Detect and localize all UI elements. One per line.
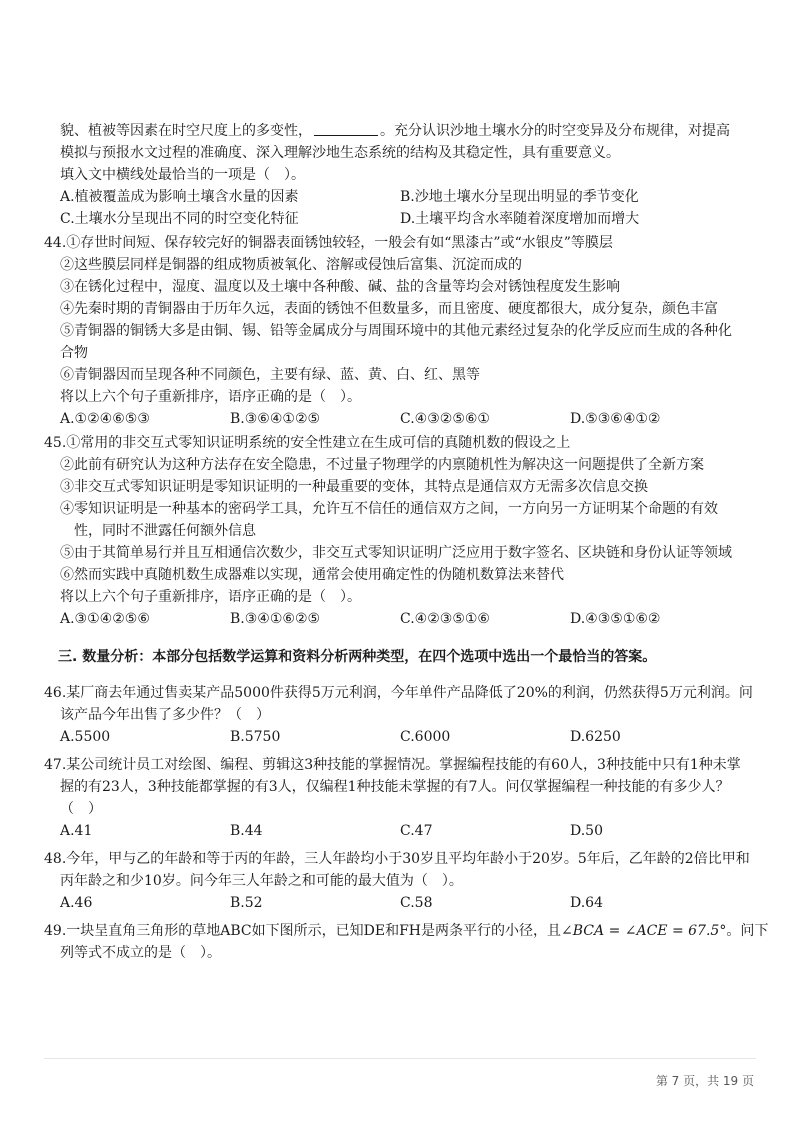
option-a: A.植被覆盖成为影响土壤含水量的因素 (60, 189, 299, 205)
option-d: D.土壤平均含水率随着深度增加而增大 (400, 211, 640, 227)
option-a: A.46 (60, 895, 93, 911)
options-row (60, 608, 750, 630)
question-47 (44, 754, 750, 842)
page-number: 第 7 页，共 19 页 (655, 1074, 754, 1088)
option-a: A.5500 (60, 729, 111, 745)
option-d: D.6250 (570, 729, 621, 745)
option-a: A.41 (60, 823, 93, 839)
question-text (44, 920, 769, 942)
question-number: 49. (44, 923, 67, 939)
question-text (44, 754, 750, 776)
option-c: C.④②③⑤①⑥ (400, 611, 490, 627)
options-row (60, 820, 750, 842)
sentence-1: ①常用的非交互式零知识证明系统的安全性建立在生成可信的真随机数的假设之上 (66, 435, 571, 451)
question-49 (44, 920, 769, 964)
question-text-part: 某公司统计员工对绘图、编程、剪辑这3种技能的掌握情况。掌握编程技能的有60人，3种技能中只有1种未掌 (66, 757, 741, 773)
footer-divider (44, 1058, 756, 1059)
question-45 (44, 432, 750, 630)
question-text-part: 。问下 (726, 923, 769, 939)
question-text-cont: 握的有23人，3种技能都掌握的有3人，仅编程1种技能未掌握的有7人。问仅掌握编程一种技能的有多少人？ (60, 779, 730, 795)
question-text-part: 。充分认识沙地土壤水分的时空变异及分布规律，对提高 (380, 123, 730, 139)
question-number: 48. (44, 851, 67, 867)
sentence-6: ⑥然而实践中真随机数生成器难以实现，通常会使用确定性的伪随机数算法来替代 (60, 567, 564, 583)
question-text-part: 一块呈直角三角形的草地ABC如下图所示，已知DE和FH是两条平行的小径，且 (66, 923, 562, 939)
question-text (44, 848, 750, 870)
options-row (60, 892, 750, 914)
option-d: D.④③⑤①⑥② (570, 611, 661, 627)
question-46 (44, 682, 753, 748)
sentence-5-cont: 合物 (60, 345, 88, 361)
option-b: B.③④①⑥②⑤ (230, 611, 321, 627)
sentence-4: ④零知识证明是一种基本的密码学工具，允许互不信任的通信双方之间，一方向另一方证明某个命题的有效 (60, 501, 718, 517)
option-b: B.③⑥④①②⑤ (230, 411, 321, 427)
option-b: B.沙地土壤水分呈现出明显的季节变化 (400, 189, 639, 205)
option-d: D.50 (570, 823, 603, 839)
question-44 (44, 232, 750, 430)
question-number: 47. (44, 757, 67, 773)
question-prompt: 填入文中横线处最恰当的一项是（ ）。 (60, 167, 305, 183)
question-prompt: 将以上六个句子重新排序，语序正确的是（ ）。 (60, 589, 361, 605)
options-row (60, 186, 750, 208)
option-a: A.①②④⑥⑤③ (60, 411, 150, 427)
option-c: C.58 (400, 895, 433, 911)
answer-blank: （ ） (60, 801, 102, 817)
option-c: C.6000 (400, 729, 451, 745)
option-c: C.④③②⑤⑥① (400, 411, 490, 427)
question-text (44, 232, 750, 254)
option-d: D.64 (570, 895, 603, 911)
sentence-2: ②这些膜层同样是铜器的组成物质被氧化、溶解或侵蚀后富集、沉淀而成的 (60, 257, 522, 273)
question-text: 模拟与预报水文过程的准确度、深入理解沙地生态系统的结构及其稳定性，具有重要意义。 (60, 145, 620, 161)
question-number: 45. (44, 435, 67, 451)
sentence-4-cont: 性，同时不泄露任何额外信息 (74, 523, 256, 539)
option-b: B.44 (230, 823, 263, 839)
question-text-part: 某厂商去年通过售卖某产品5000件获得5万元利润，今年单件产品降低了20%的利润，仍然获得5万元利润。问 (66, 685, 753, 701)
option-a: A.③①④②⑤⑥ (60, 611, 150, 627)
sentence-5: ⑤由于其简单易行并且互相通信次数少，非交互式零知识证明广泛应用于数字签名、区块链和身份认证等领域 (60, 545, 732, 561)
question-text-cont: 该产品今年出售了多少件？（ ） (60, 707, 270, 723)
sentence-5: ⑤青铜器的铜锈大多是由铜、锡、铅等金属成分与周围环境中的其他元素经过复杂的化学反应而生成的各种化 (60, 323, 732, 339)
math-expression: ∠BCA = ∠ACE = 67.5° (561, 923, 727, 939)
sentence-3: ③非交互式零知识证明是零知识证明的一种最重要的变体，其特点是通信双方无需多次信息交换 (60, 479, 648, 495)
question-48 (44, 848, 750, 914)
options-row (60, 726, 750, 748)
sentence-1: ①存世时间短、保存较完好的铜器表面锈蚀较轻，一般会有如“黑漆古”或“水银皮”等膜层 (66, 235, 613, 251)
question-text (44, 432, 750, 454)
option-b: B.52 (230, 895, 263, 911)
question-number: 44. (44, 235, 67, 251)
exam-page (44, 120, 769, 966)
question-text-part: 今年，甲与乙的年龄和等于丙的年龄，三人年龄均小于30岁且平均年龄小于20岁。5年后，乙年龄的2倍比甲和 (66, 851, 750, 867)
question-text-cont: 列等式不成立的是（ ）。 (60, 945, 221, 961)
sentence-4: ④先秦时期的青铜器由于历年久远，表面的锈蚀不但数量多，而且密度、硬度都很大，成分复杂，颜色丰富 (60, 301, 718, 317)
question-text-cont: 丙年龄之和少10岁。问今年三人年龄之和可能的最大值为（ ）。 (60, 873, 463, 889)
option-d: D.⑤③⑥④①② (570, 411, 661, 427)
question-text-part: 貌、植被等因素在时空尺度上的多变性， (60, 123, 312, 139)
sentence-6: ⑥青铜器因而呈现各种不同颜色，主要有绿、蓝、黄、白、红、黑等 (60, 367, 480, 383)
section-heading: 三. 数量分析：本部分包括数学运算和资料分析两种类型，在四个选项中选出一个最恰当的答案。 (58, 649, 657, 665)
question-number: 46. (44, 685, 67, 701)
sentence-2: ②此前有研究认为这种方法存在安全隐患，不过量子物理学的内禀随机性为解决这一问题提供了全新方案 (60, 457, 704, 473)
question-text (44, 682, 753, 704)
question-prompt: 将以上六个句子重新排序，语序正确的是（ ）。 (60, 389, 361, 405)
option-c: C.土壤水分呈现出不同的时空变化特征 (60, 211, 299, 227)
option-b: B.5750 (230, 729, 281, 745)
question-text (60, 120, 750, 142)
sentence-3: ③在锈化过程中，湿度、温度以及土壤中各种酸、碱、盐的含量等均会对锈蚀程度发生影响 (60, 279, 620, 295)
options-row (60, 208, 750, 230)
options-row (60, 408, 750, 430)
question-43 (60, 120, 750, 230)
option-c: C.47 (400, 823, 433, 839)
fill-blank (314, 121, 378, 136)
